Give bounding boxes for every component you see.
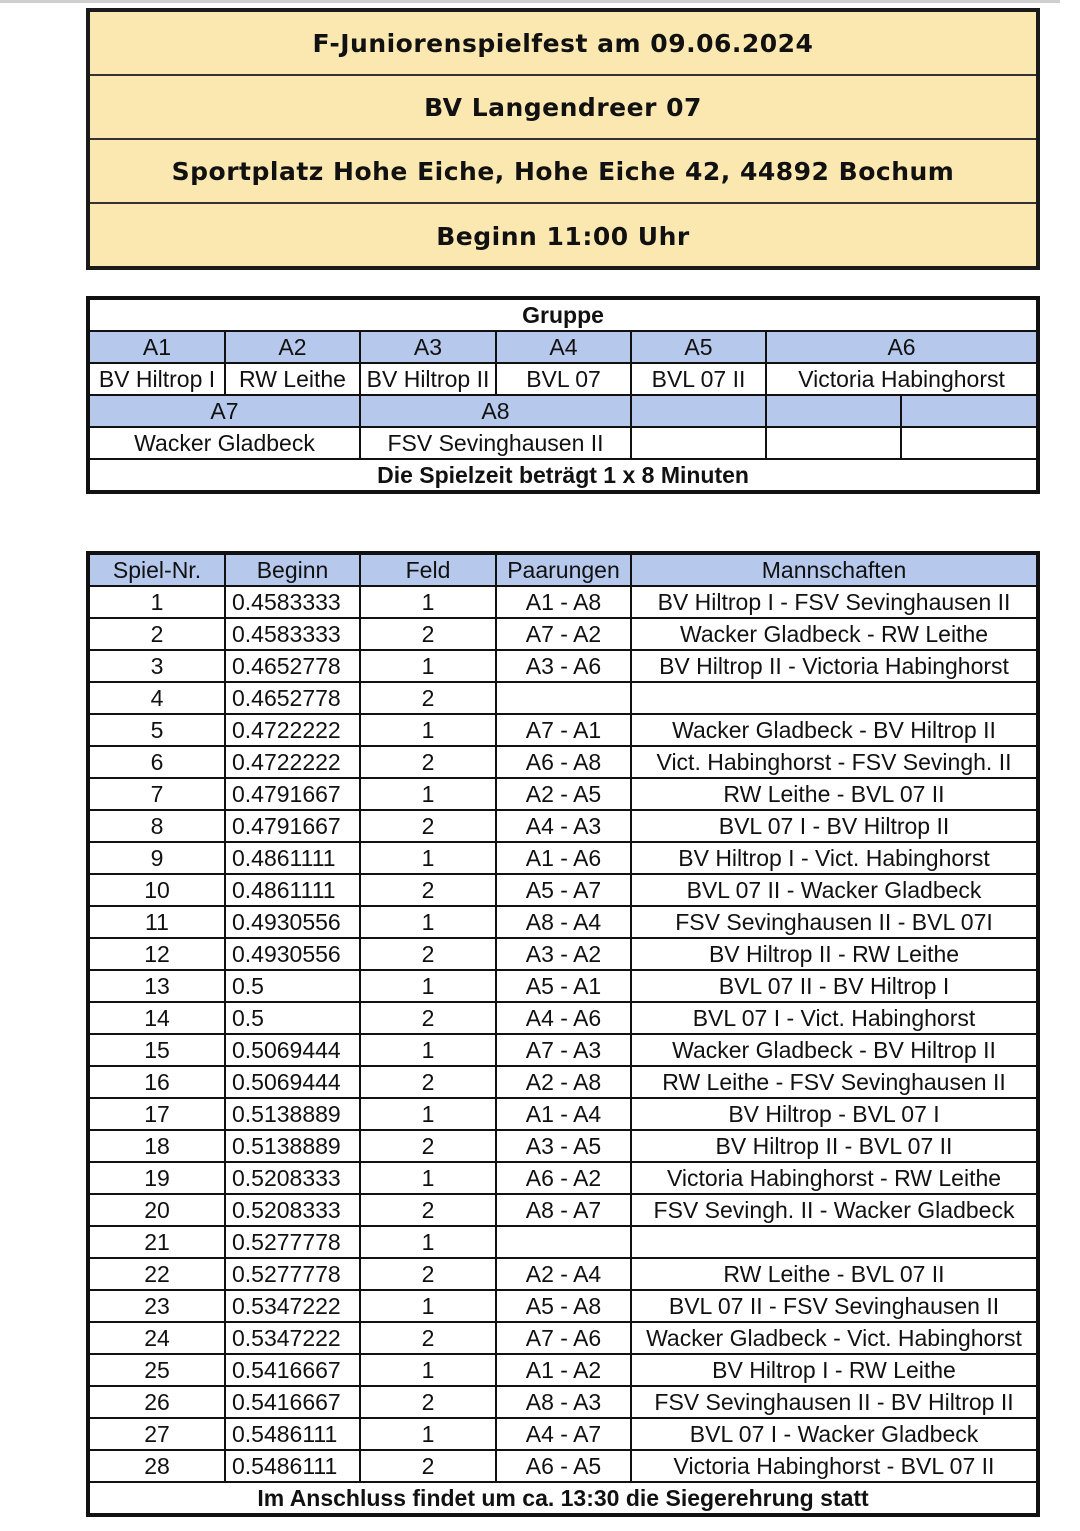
match-number: 15 [90,1034,225,1066]
match-teams: FSV Sevingh. II - Wacker Gladbeck [631,1194,1036,1226]
match-pairing [496,682,631,714]
match-start: 0.5069444 [225,1034,360,1066]
venue-address: Sportplatz Hohe Eiche, Hohe Eiche 42, 44892 Bochum [90,140,1036,204]
match-teams: BV Hiltrop II - Victoria Habinghorst [631,650,1036,682]
match-start: 0.4930556 [225,938,360,970]
match-field: 2 [360,938,496,970]
match-field: 1 [360,650,496,682]
table-row [90,714,1036,746]
match-field: 2 [360,618,496,650]
match-field: 2 [360,874,496,906]
match-teams: FSV Sevinghausen II - BVL 07I [631,906,1036,938]
match-number: 20 [90,1194,225,1226]
match-start: 0.5138889 [225,1098,360,1130]
match-start: 0.5208333 [225,1194,360,1226]
match-pairing: A4 - A6 [496,1002,631,1034]
match-teams: BV Hiltrop II - BVL 07 II [631,1130,1036,1162]
match-teams: Victoria Habinghorst - RW Leithe [631,1162,1036,1194]
top-divider [0,0,1060,3]
match-pairing: A7 - A2 [496,618,631,650]
match-number: 25 [90,1354,225,1386]
table-row [90,1290,1036,1322]
table-row [90,874,1036,906]
match-field: 2 [360,682,496,714]
group-team-a4: BVL 07 [496,363,631,395]
match-teams: BVL 07 II - FSV Sevinghausen II [631,1290,1036,1322]
group-team-a5: BVL 07 II [631,363,766,395]
match-field: 1 [360,778,496,810]
match-teams: BV Hiltrop I - RW Leithe [631,1354,1036,1386]
group-label-empty [901,395,1036,427]
group-team-a2: RW Leithe [225,363,360,395]
match-start: 0.5347222 [225,1322,360,1354]
match-start: 0.4583333 [225,618,360,650]
match-start: 0.4861111 [225,842,360,874]
match-pairing: A2 - A8 [496,1066,631,1098]
match-teams: Wacker Gladbeck - BV Hiltrop II [631,1034,1036,1066]
match-field: 1 [360,1226,496,1258]
table-row [90,1386,1036,1418]
table-row [90,1162,1036,1194]
match-teams: BVL 07 I - Vict. Habinghorst [631,1002,1036,1034]
event-title: F-Juniorenspielfest am 09.06.2024 [90,12,1036,76]
match-start: 0.5347222 [225,1290,360,1322]
match-teams: RW Leithe - BVL 07 II [631,1258,1036,1290]
match-number: 21 [90,1226,225,1258]
group-table [86,296,1040,494]
match-teams: Victoria Habinghorst - BVL 07 II [631,1450,1036,1482]
match-number: 14 [90,1002,225,1034]
column-header-mannschaften: Mannschaften [631,555,1036,586]
match-number: 7 [90,778,225,810]
match-number: 23 [90,1290,225,1322]
match-start: 0.4722222 [225,746,360,778]
match-number: 6 [90,746,225,778]
column-header-beginn: Beginn [225,555,360,586]
match-pairing: A7 - A3 [496,1034,631,1066]
table-row [90,1322,1036,1354]
match-start: 0.5486111 [225,1418,360,1450]
match-field: 1 [360,970,496,1002]
match-pairing: A8 - A7 [496,1194,631,1226]
match-number: 4 [90,682,225,714]
group-team-a3: BV Hiltrop II [360,363,496,395]
match-pairing: A4 - A3 [496,810,631,842]
match-field: 1 [360,714,496,746]
match-pairing: A7 - A6 [496,1322,631,1354]
match-pairing: A3 - A5 [496,1130,631,1162]
schedule-table [86,551,1040,1517]
group-team-empty [766,427,901,459]
match-start: 0.5277778 [225,1258,360,1290]
match-start: 0.5416667 [225,1386,360,1418]
match-start: 0.5 [225,1002,360,1034]
group-label-empty [631,395,766,427]
table-row [90,1034,1036,1066]
match-start: 0.5277778 [225,1226,360,1258]
host-club: BV Langendreer 07 [90,76,1036,140]
table-row [90,746,1036,778]
column-header-feld: Feld [360,555,496,586]
match-teams: BVL 07 I - Wacker Gladbeck [631,1418,1036,1450]
match-teams: Wacker Gladbeck - RW Leithe [631,618,1036,650]
match-pairing: A2 - A4 [496,1258,631,1290]
match-field: 1 [360,1290,496,1322]
group-team-a6: Victoria Habinghorst [766,363,1036,395]
match-number: 17 [90,1098,225,1130]
group-label-empty [766,395,901,427]
match-field: 2 [360,1194,496,1226]
match-number: 1 [90,586,225,618]
match-field: 1 [360,586,496,618]
match-pairing: A3 - A6 [496,650,631,682]
match-pairing: A7 - A1 [496,714,631,746]
match-field: 2 [360,1322,496,1354]
match-pairing: A6 - A2 [496,1162,631,1194]
match-pairing [496,1226,631,1258]
match-pairing: A1 - A2 [496,1354,631,1386]
match-start: 0.4791667 [225,778,360,810]
group-team-empty [631,427,766,459]
match-number: 16 [90,1066,225,1098]
start-time: Beginn 11:00 Uhr [436,221,690,251]
match-field: 1 [360,1354,496,1386]
table-row [90,810,1036,842]
group-label-a7: A7 [90,395,360,427]
match-pairing: A5 - A1 [496,970,631,1002]
group-team-a8: FSV Sevinghausen II [360,427,631,459]
match-field: 2 [360,1450,496,1482]
match-start: 0.4583333 [225,586,360,618]
table-row [90,1354,1036,1386]
match-pairing: A3 - A2 [496,938,631,970]
match-pairing: A5 - A7 [496,874,631,906]
match-field: 1 [360,906,496,938]
table-row [90,778,1036,810]
match-teams: BVL 07 II - BV Hiltrop I [631,970,1036,1002]
match-teams: BV Hiltrop I - FSV Sevinghausen II [631,586,1036,618]
match-pairing: A5 - A8 [496,1290,631,1322]
column-header-paarungen: Paarungen [496,555,631,586]
match-teams: BV Hiltrop II - RW Leithe [631,938,1036,970]
match-teams: RW Leithe - FSV Sevinghausen II [631,1066,1036,1098]
match-start: 0.4791667 [225,810,360,842]
match-number: 13 [90,970,225,1002]
table-row [90,1258,1036,1290]
match-start: 0.5138889 [225,1130,360,1162]
table-row [90,586,1036,618]
group-label-a4: A4 [496,331,631,363]
match-field: 1 [360,1034,496,1066]
match-number: 26 [90,1386,225,1418]
match-field: 2 [360,1258,496,1290]
table-row [90,1194,1036,1226]
match-start: 0.5208333 [225,1162,360,1194]
match-number: 10 [90,874,225,906]
match-number: 27 [90,1418,225,1450]
match-number: 24 [90,1322,225,1354]
match-number: 9 [90,842,225,874]
event-header [86,8,1040,270]
match-teams: BVL 07 II - Wacker Gladbeck [631,874,1036,906]
group-team-empty [901,427,1036,459]
match-field: 2 [360,746,496,778]
match-number: 12 [90,938,225,970]
match-number: 18 [90,1130,225,1162]
table-row [90,682,1036,714]
match-teams [631,1226,1036,1258]
group-title: Gruppe [90,300,1036,331]
match-pairing: A8 - A4 [496,906,631,938]
match-number: 28 [90,1450,225,1482]
table-row [90,1066,1036,1098]
match-teams: Wacker Gladbeck - BV Hiltrop II [631,714,1036,746]
match-field: 1 [360,842,496,874]
match-start: 0.5416667 [225,1354,360,1386]
match-field: 1 [360,1162,496,1194]
match-field: 2 [360,1386,496,1418]
group-label-a6: A6 [766,331,1036,363]
group-label-a3: A3 [360,331,496,363]
table-row [90,1226,1036,1258]
match-teams: BV Hiltrop - BVL 07 I [631,1098,1036,1130]
match-start: 0.5486111 [225,1450,360,1482]
match-start: 0.5069444 [225,1066,360,1098]
match-start: 0.4652778 [225,682,360,714]
match-teams: Vict. Habinghorst - FSV Sevingh. II [631,746,1036,778]
match-teams: RW Leithe - BVL 07 II [631,778,1036,810]
column-header-spiel-nr: Spiel-Nr. [90,555,225,586]
match-teams: Wacker Gladbeck - Vict. Habinghorst [631,1322,1036,1354]
match-pairing: A8 - A3 [496,1386,631,1418]
match-field: 1 [360,1418,496,1450]
table-row [90,906,1036,938]
group-team-a1: BV Hiltrop I [90,363,225,395]
table-row [90,1450,1036,1482]
match-start: 0.4861111 [225,874,360,906]
match-teams [631,682,1036,714]
match-start: 0.4652778 [225,650,360,682]
table-row [90,618,1036,650]
match-pairing: A1 - A4 [496,1098,631,1130]
match-number: 11 [90,906,225,938]
match-pairing: A1 - A6 [496,842,631,874]
group-label-a5: A5 [631,331,766,363]
match-pairing: A6 - A5 [496,1450,631,1482]
table-row [90,842,1036,874]
match-number: 19 [90,1162,225,1194]
match-teams: BVL 07 I - BV Hiltrop II [631,810,1036,842]
match-field: 2 [360,1066,496,1098]
ceremony-note: Im Anschluss findet um ca. 13:30 die Siegerehrung statt [90,1482,1036,1513]
match-pairing: A2 - A5 [496,778,631,810]
table-row [90,938,1036,970]
match-field: 2 [360,1130,496,1162]
match-number: 22 [90,1258,225,1290]
match-start: 0.5 [225,970,360,1002]
match-number: 8 [90,810,225,842]
match-duration-note: Die Spielzeit beträgt 1 x 8 Minuten [90,459,1036,490]
match-teams: FSV Sevinghausen II - BV Hiltrop II [631,1386,1036,1418]
group-label-a8: A8 [360,395,631,427]
table-row [90,1130,1036,1162]
match-start: 0.4930556 [225,906,360,938]
match-start: 0.4722222 [225,714,360,746]
table-row [90,1002,1036,1034]
match-number: 5 [90,714,225,746]
group-team-a7: Wacker Gladbeck [90,427,360,459]
match-field: 2 [360,810,496,842]
table-row [90,1098,1036,1130]
table-row [90,970,1036,1002]
match-field: 2 [360,1002,496,1034]
match-number: 3 [90,650,225,682]
match-pairing: A6 - A8 [496,746,631,778]
group-label-a1: A1 [90,331,225,363]
match-number: 2 [90,618,225,650]
group-label-a2: A2 [225,331,360,363]
match-pairing: A4 - A7 [496,1418,631,1450]
table-row [90,650,1036,682]
table-row [90,1418,1036,1450]
match-field: 1 [360,1098,496,1130]
match-pairing: A1 - A8 [496,586,631,618]
match-teams: BV Hiltrop I - Vict. Habinghorst [631,842,1036,874]
